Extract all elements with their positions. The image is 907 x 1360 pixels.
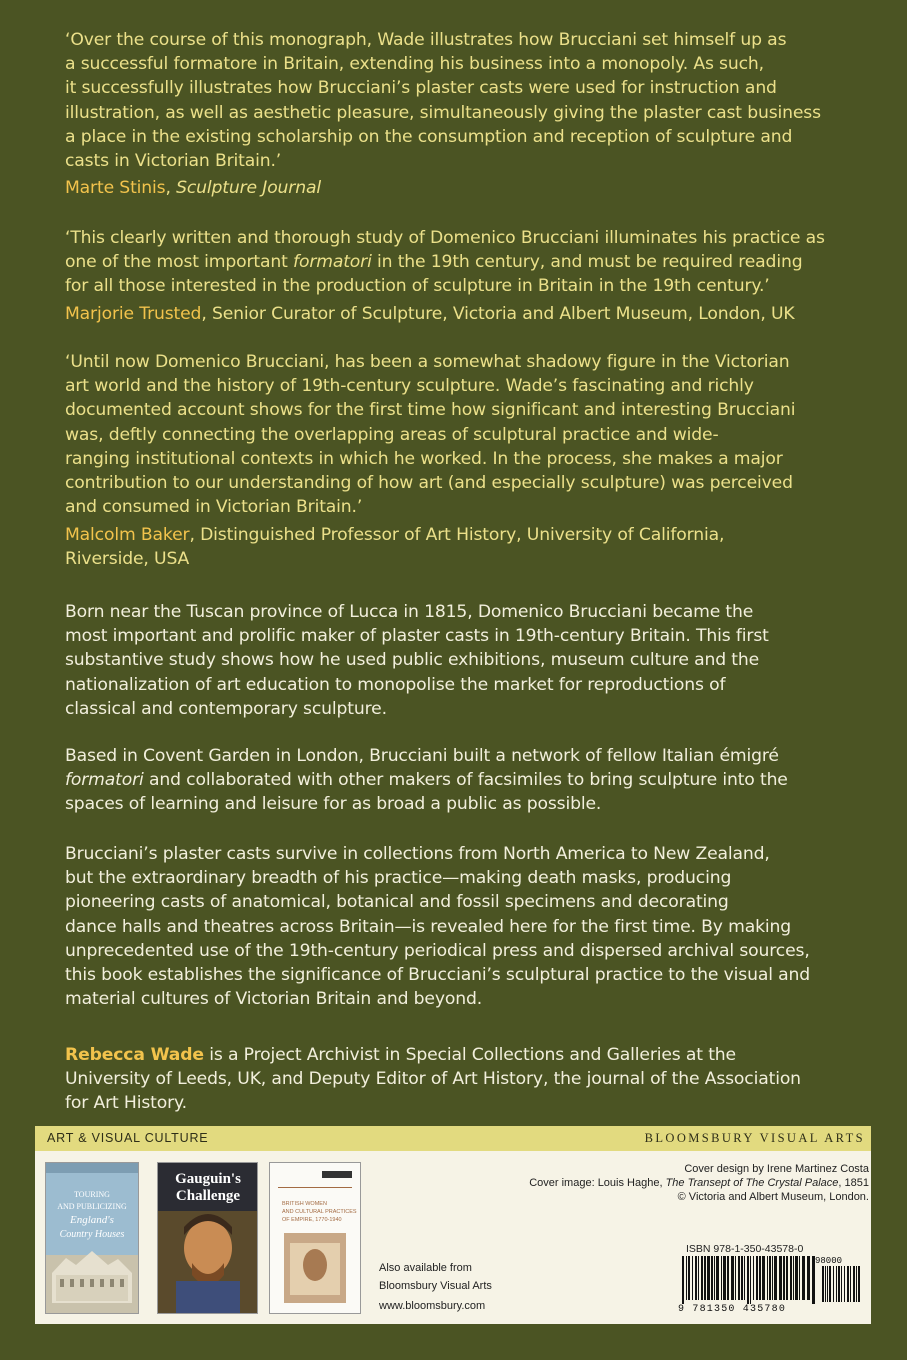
- barcode-bar: [802, 1256, 805, 1300]
- barcode-bar: [825, 1266, 826, 1302]
- book-3-title-line: AND CULTURAL PRACTICES: [282, 1209, 357, 1215]
- barcode-bar: [836, 1266, 837, 1302]
- review-quote-2: ‘This clearly written and thorough study of Domenico Brucciani illuminates his practice as one of the most important formatori in the 19th century, and must be required reading for all those interested in the production of sculpture in Britain in the 19th century.’: [65, 228, 825, 297]
- barcode-price-code: 98000: [815, 1256, 843, 1266]
- barcode-bar: [753, 1256, 754, 1300]
- barcode-bar: [721, 1256, 722, 1300]
- barcode-bar: [735, 1256, 736, 1300]
- barcode-bar: [682, 1256, 684, 1304]
- barcode-bar: [767, 1256, 768, 1300]
- barcode-bar: [695, 1256, 697, 1300]
- book-1-title-line: TOURING: [74, 1190, 110, 1199]
- barcode-bar: [688, 1256, 690, 1300]
- review-attribution-3: Malcolm Baker, Distinguished Professor of Art History, University of California, Riverside, USA: [65, 525, 725, 570]
- description-paragraph-2: Based in Covent Garden in London, Brucciani built a network of fellow Italian émigré formatori and collaborated with other makers of facsimiles to bring sculpture into the spaces of learning and leisure for as broad a public as possible.: [65, 746, 788, 815]
- also-available-text: Also available from Bloomsbury Visual Arts: [379, 1262, 492, 1292]
- barcode-bar: [856, 1266, 857, 1302]
- barcode-bar: [841, 1266, 842, 1302]
- barcode-bar: [838, 1266, 840, 1302]
- related-book-cover-1[interactable]: [46, 1163, 138, 1313]
- book-1-title-line: AND PUBLICIZING: [57, 1202, 127, 1211]
- barcode-bar: [714, 1256, 715, 1300]
- website-link[interactable]: www.bloomsbury.com: [379, 1300, 486, 1312]
- barcode-bar: [747, 1256, 749, 1304]
- barcode-bar: [858, 1266, 860, 1302]
- review-quote-1: ‘Over the course of this monograph, Wade illustrates how Brucciani set himself up as a successful formatore in Britain, extending his business into a monopoly. As such, it successfully illustrates how Brucciani’s plaster casts were used for instruction and illustration, as well as aesthetic pleasure, simultaneously giving the plaster cast business a place in the existing scholarship on the consumption and reception of sculpture and casts in Victorian Britain.’: [65, 30, 821, 172]
- related-book-cover-3[interactable]: [270, 1163, 360, 1313]
- reviewer-source: Sculpture Journal: [176, 178, 321, 198]
- barcode-bar: [738, 1256, 740, 1300]
- barcode-bar: [704, 1256, 706, 1300]
- barcode-bar: [793, 1256, 794, 1300]
- barcode-bar: [847, 1266, 849, 1302]
- barcode-bar: [731, 1256, 734, 1300]
- barcode-bar: [716, 1256, 719, 1300]
- review-quote-3: ‘Until now Domenico Brucciani, has been a somewhat shadowy figure in the Victorian art world and the history of 19th-century sculpture. Wade’s fascinating and richly documented account shows for the first time how significant and interesting Brucciani was, deftly connecting the overlapping areas of sculptural practice and wide- ranging institutional contexts in which he worked. In the process, she makes a major contribution to our understanding of how art (and especially sculpture) was perceived and consumed in Victorian Britain.’: [65, 352, 796, 518]
- imprint-label: BLOOMSBURY VISUAL ARTS: [644, 1131, 865, 1145]
- barcode-bar: [799, 1256, 800, 1300]
- barcode-bar: [850, 1266, 851, 1302]
- description-paragraph-3: Brucciani’s plaster casts survive in collections from North America to New Zealand, but the extraordinary breadth of his practice—making death masks, producing pioneering casts of anatomical, botanical and fossil specimens and decorating dance halls and theatres across Britain—is revealed here for the first time. By making unprecedented use of the 19th-century periodical press and dispersed archival sources, this book establishes the significance of Brucciani’s sculptural practice to the visual and material cultures of Victorian Britain and beyond.: [65, 844, 811, 1010]
- barcode-bar: [807, 1256, 810, 1300]
- barcode-bar: [822, 1266, 824, 1302]
- reviewer-name: Malcolm Baker: [65, 525, 190, 545]
- barcode-bar: [844, 1266, 845, 1302]
- barcode-digits: 9 781350 435780: [678, 1304, 787, 1315]
- barcode-bar: [827, 1266, 828, 1302]
- barcode-bar: [779, 1256, 782, 1300]
- reviewer-name: Marjorie Trusted: [65, 304, 202, 324]
- author-bio: Rebecca Wade is a Project Archivist in Special Collections and Galleries at the University of Leeds, UK, and Deputy Editor of Art History, the journal of the Association for Art History.: [65, 1045, 801, 1114]
- barcode-bar: [692, 1256, 693, 1300]
- book-cover-art-1: [46, 1163, 138, 1313]
- barcode-bar: [701, 1256, 703, 1300]
- review-attribution-2: Marjorie Trusted, Senior Curator of Sculpture, Victoria and Albert Museum, London, UK: [65, 304, 795, 324]
- book-1-title-line: England's: [70, 1214, 114, 1226]
- cover-credits: Cover design by Irene Martinez Costa Cover image: Louis Haghe, The Transept of The Crystal Palace, 1851 © Victoria and Albert Museum, London.: [529, 1163, 869, 1203]
- barcode-bar: [756, 1256, 758, 1300]
- category-label: ART & VISUAL CULTURE: [47, 1131, 209, 1145]
- barcode-bar: [698, 1256, 699, 1300]
- book-1-title-line: Country Houses: [59, 1229, 125, 1240]
- barcode-bar: [686, 1256, 687, 1300]
- related-book-cover-2[interactable]: [158, 1163, 257, 1313]
- barcode-bar: [786, 1256, 788, 1300]
- book-3-title-line: OF EMPIRE, 1770-1940: [282, 1217, 342, 1223]
- barcode-bar: [727, 1256, 729, 1300]
- barcode-bar: [741, 1256, 743, 1300]
- reviewer-name: Marte Stinis: [65, 178, 166, 198]
- barcode-bar: [769, 1256, 771, 1300]
- book-3-title-line: BRITISH WOMEN: [282, 1201, 327, 1207]
- barcode-bar: [744, 1256, 745, 1300]
- barcode-bar: [774, 1256, 777, 1300]
- barcode-bar: [750, 1256, 751, 1304]
- barcode-bar: [707, 1256, 710, 1300]
- barcode-bar: [853, 1266, 855, 1302]
- book-2-title-line: Gauguin's: [175, 1171, 241, 1187]
- book-cover-art-3: [270, 1163, 360, 1313]
- isbn-label: ISBN 978-1-350-43578-0: [686, 1243, 804, 1255]
- barcode-bar: [833, 1266, 834, 1302]
- barcode-bar: [772, 1256, 773, 1300]
- book-2-title-line: Challenge: [175, 1188, 241, 1204]
- book-cover-art-2: [158, 1163, 257, 1313]
- author-name: Rebecca Wade: [65, 1045, 204, 1065]
- review-attribution-1: Marte Stinis, Sculpture Journal: [65, 178, 321, 198]
- barcode-bar: [829, 1266, 831, 1302]
- barcode-bar: [723, 1256, 726, 1300]
- barcode-bar: [711, 1256, 713, 1300]
- barcode-bar: [790, 1256, 792, 1300]
- barcode-bar: [762, 1256, 765, 1300]
- barcode-bar: [759, 1256, 761, 1300]
- barcode-bar: [783, 1256, 785, 1300]
- description-paragraph-1: Born near the Tuscan province of Lucca in 1815, Domenico Brucciani became the most important and prolific maker of plaster casts in 19th-century Britain. This first substantive study shows how he used public exhibitions, museum culture and the nationalization of art education to monopolise the market for reproductions of classical and contemporary sculpture.: [65, 602, 769, 719]
- barcode-bar: [795, 1256, 798, 1300]
